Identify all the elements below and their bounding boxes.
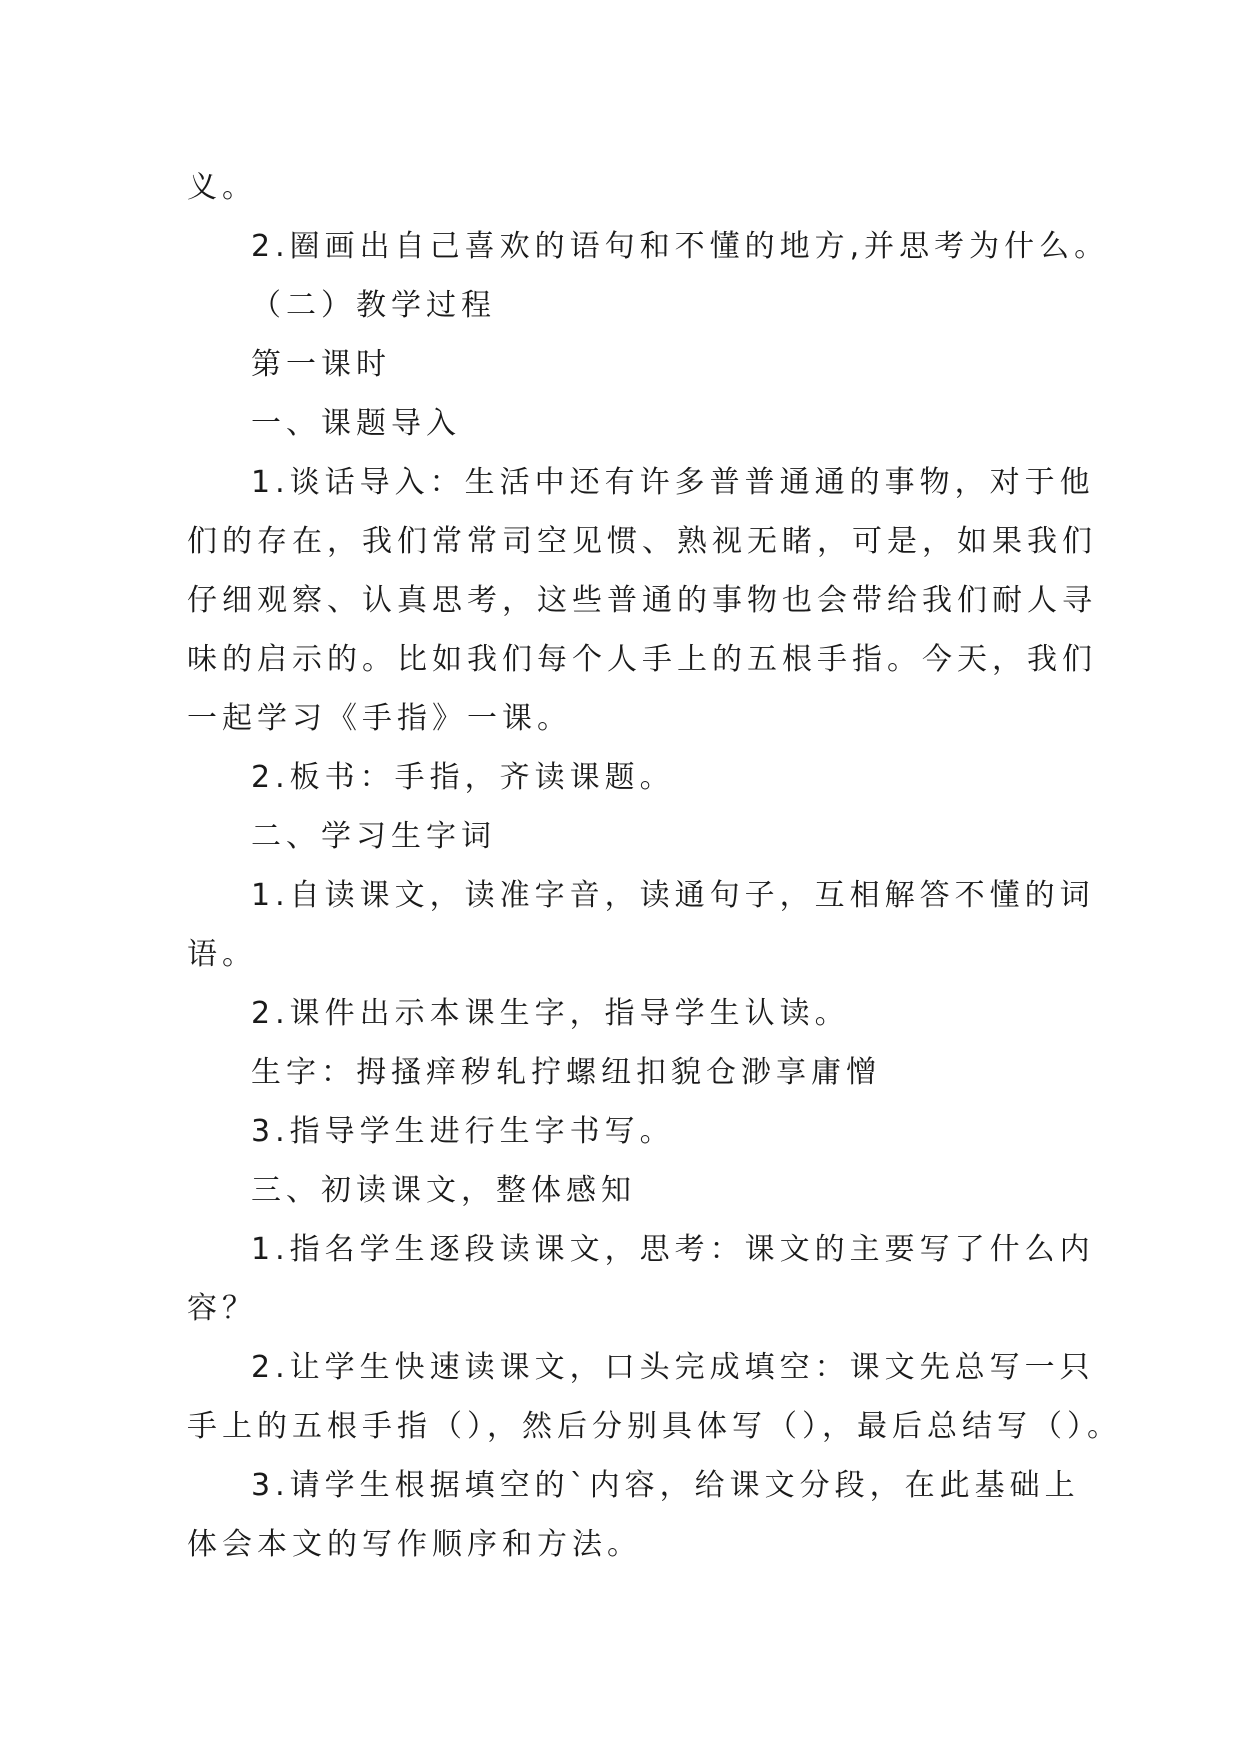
text-line: 味的启示的。比如我们每个人手上的五根手指。今天，我们 [187,642,1097,677]
text-line: 生字：拇搔痒秽轧拧螺纽扣貌仓渺享庸憎 [251,1055,881,1090]
text-line: 1.自读课文，读准字音，读通句子，互相解答不懂的词 [251,878,1095,913]
paragraph [187,1161,1087,1220]
text-line: 1.谈话导入：生活中还有许多普普通通的事物，对于他 [251,465,1095,500]
paragraph [187,1102,1087,1161]
paragraph [187,217,1110,276]
paragraph [187,866,1095,984]
text-line: 体会本文的写作顺序和方法。 [187,1527,642,1562]
text-line: 3.指导学生进行生字书写。 [251,1114,675,1149]
text-line: 1.指名学生逐段读课文，思考：课文的主要写了什么内 [251,1232,1095,1267]
paragraph [187,807,1087,866]
text-line: 一起学习《手指》一课。 [187,701,572,736]
text-line: 3.请学生根据填空的`内容，给课文分段，在此基础上 [251,1468,1080,1503]
text-line: 义。 [187,170,257,205]
text-line: 仔细观察、认真思考，这些普通的事物也会带给我们耐人寻 [187,583,1097,618]
text-line: 三、初读课文，整体感知 [251,1173,636,1208]
text-line: 2.课件出示本课生字，指导学生认读。 [251,996,850,1031]
paragraph [187,453,1097,748]
text-line: （二）教学过程 [251,288,496,323]
text-line: 一、课题导入 [251,406,461,441]
paragraph [187,1220,1095,1338]
paragraph [187,276,1087,335]
text-line: 2.圈画出自己喜欢的语句和不懂的地方,并思考为什么。 [251,229,1110,264]
text-line: 们的存在，我们常常司空见惯、熟视无睹，可是，如果我们 [187,524,1097,559]
text-line: 第一课时 [251,347,391,382]
text-line: 语。 [187,937,257,972]
text-line: 2.让学生快速读课文，口头完成填空：课文先总写一只 [251,1350,1095,1385]
text-line: 二、学习生字词 [251,819,496,854]
paragraph [187,1043,1087,1102]
paragraph [187,984,1087,1043]
text-line: 2.板书：手指，齐读课题。 [251,760,675,795]
paragraph [187,158,1087,217]
paragraph [187,748,1087,807]
document-body [187,158,1122,1574]
text-line: 容？ [187,1291,257,1326]
text-line: 手上的五根手指（），然后分别具体写（），最后总结写（）。 [187,1409,1122,1444]
paragraph [187,335,1087,394]
paragraph [187,394,1087,453]
paragraph [187,1456,1087,1574]
paragraph [187,1338,1122,1456]
